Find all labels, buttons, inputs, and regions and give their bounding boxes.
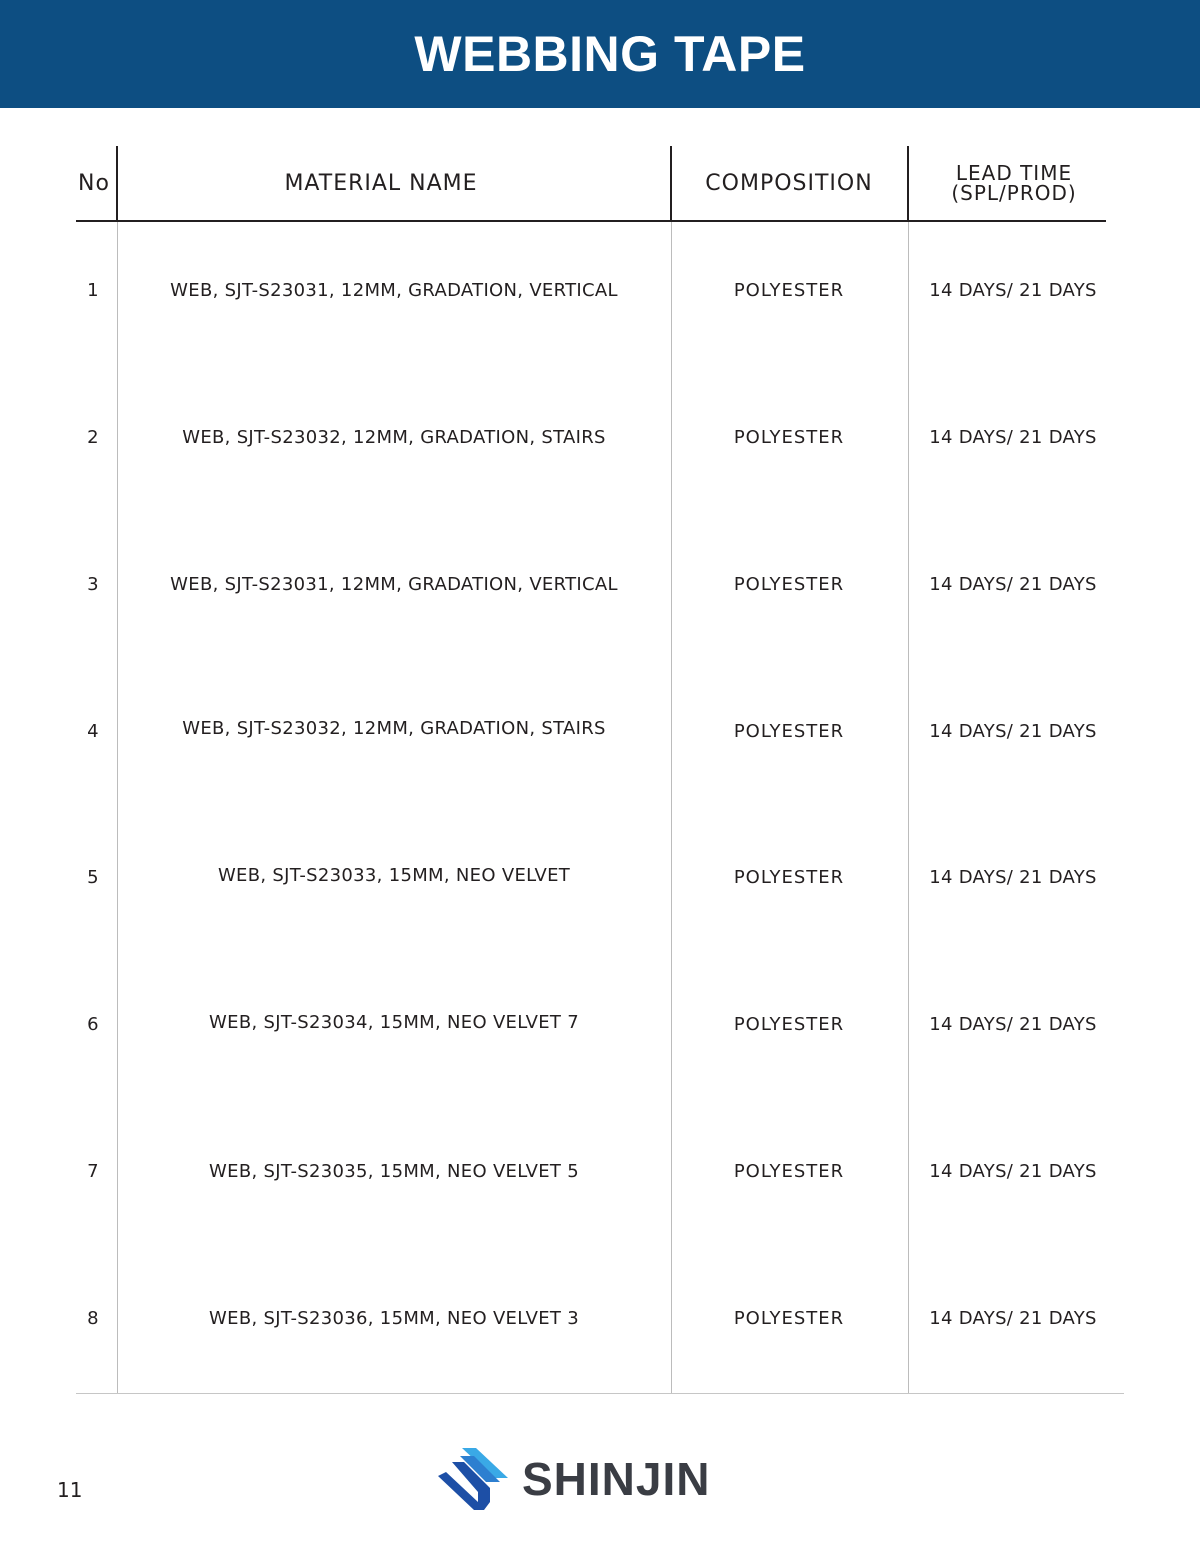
material-name: WEB, SJT-S23033, 15MM, NEO VELVET: [217, 865, 571, 886]
row-number: 6: [87, 1014, 99, 1035]
lead-time: 14 DAYS/ 21 DAYS: [929, 574, 1097, 595]
row-number: 4: [87, 721, 99, 742]
page-number: 11: [57, 1478, 83, 1502]
composition: POLYESTER: [733, 574, 845, 595]
material-name: WEB, SJT-S23031, 12MM, GRADATION, VERTICAL: [170, 574, 618, 595]
row-number: 2: [87, 427, 99, 448]
lead-time-label: LEAD TIME: [955, 161, 1073, 185]
column-divider: [671, 222, 672, 1394]
page-title: WEBBING TAPE: [414, 26, 806, 82]
row-number: 3: [87, 574, 99, 595]
row-number: 7: [87, 1161, 99, 1182]
table-bottom-line: [76, 1393, 1124, 1394]
lead-time: 14 DAYS/ 21 DAYS: [929, 280, 1097, 301]
composition: POLYESTER: [733, 1308, 845, 1329]
lead-time: 14 DAYS/ 21 DAYS: [929, 721, 1097, 742]
material-name: WEB, SJT-S23036, 15MM, NEO VELVET 3: [209, 1308, 579, 1329]
row-number: 8: [87, 1308, 99, 1329]
column-header-lead-time: [909, 146, 1119, 220]
composition: POLYESTER: [733, 427, 845, 448]
lead-time: 14 DAYS/ 21 DAYS: [929, 427, 1097, 448]
lead-time: 14 DAYS/ 21 DAYS: [929, 1014, 1097, 1035]
lead-time-sublabel: (SPL/PROD): [951, 181, 1077, 205]
lead-time: 14 DAYS/ 21 DAYS: [929, 1161, 1097, 1182]
material-name: WEB, SJT-S23034, 15MM, NEO VELVET 7: [209, 1012, 579, 1033]
column-header-no: No: [78, 170, 110, 196]
material-name: WEB, SJT-S23032, 12MM, GRADATION, STAIRS: [182, 718, 606, 739]
material-name: WEB, SJT-S23035, 15MM, NEO VELVET 5: [209, 1161, 579, 1182]
material-name: WEB, SJT-S23032, 12MM, GRADATION, STAIRS: [182, 427, 606, 448]
composition: POLYESTER: [733, 867, 845, 888]
composition: POLYESTER: [733, 280, 845, 301]
brand-name: SHINJIN: [522, 1453, 711, 1505]
column-divider: [908, 222, 909, 1394]
header-underline: [76, 220, 1106, 222]
column-header-composition: COMPOSITION: [705, 170, 873, 196]
material-name: WEB, SJT-S23031, 12MM, GRADATION, VERTICAL: [170, 280, 618, 301]
lead-time: 14 DAYS/ 21 DAYS: [929, 1308, 1097, 1329]
column-divider: [117, 222, 118, 1394]
composition: POLYESTER: [733, 1014, 845, 1035]
composition: POLYESTER: [733, 721, 845, 742]
column-header-material-name: MATERIAL NAME: [284, 170, 478, 196]
composition: POLYESTER: [733, 1161, 845, 1182]
row-number: 5: [87, 867, 99, 888]
shinjin-logo-icon: [438, 1448, 508, 1510]
lead-time: 14 DAYS/ 21 DAYS: [929, 867, 1097, 888]
row-number: 1: [87, 280, 99, 301]
